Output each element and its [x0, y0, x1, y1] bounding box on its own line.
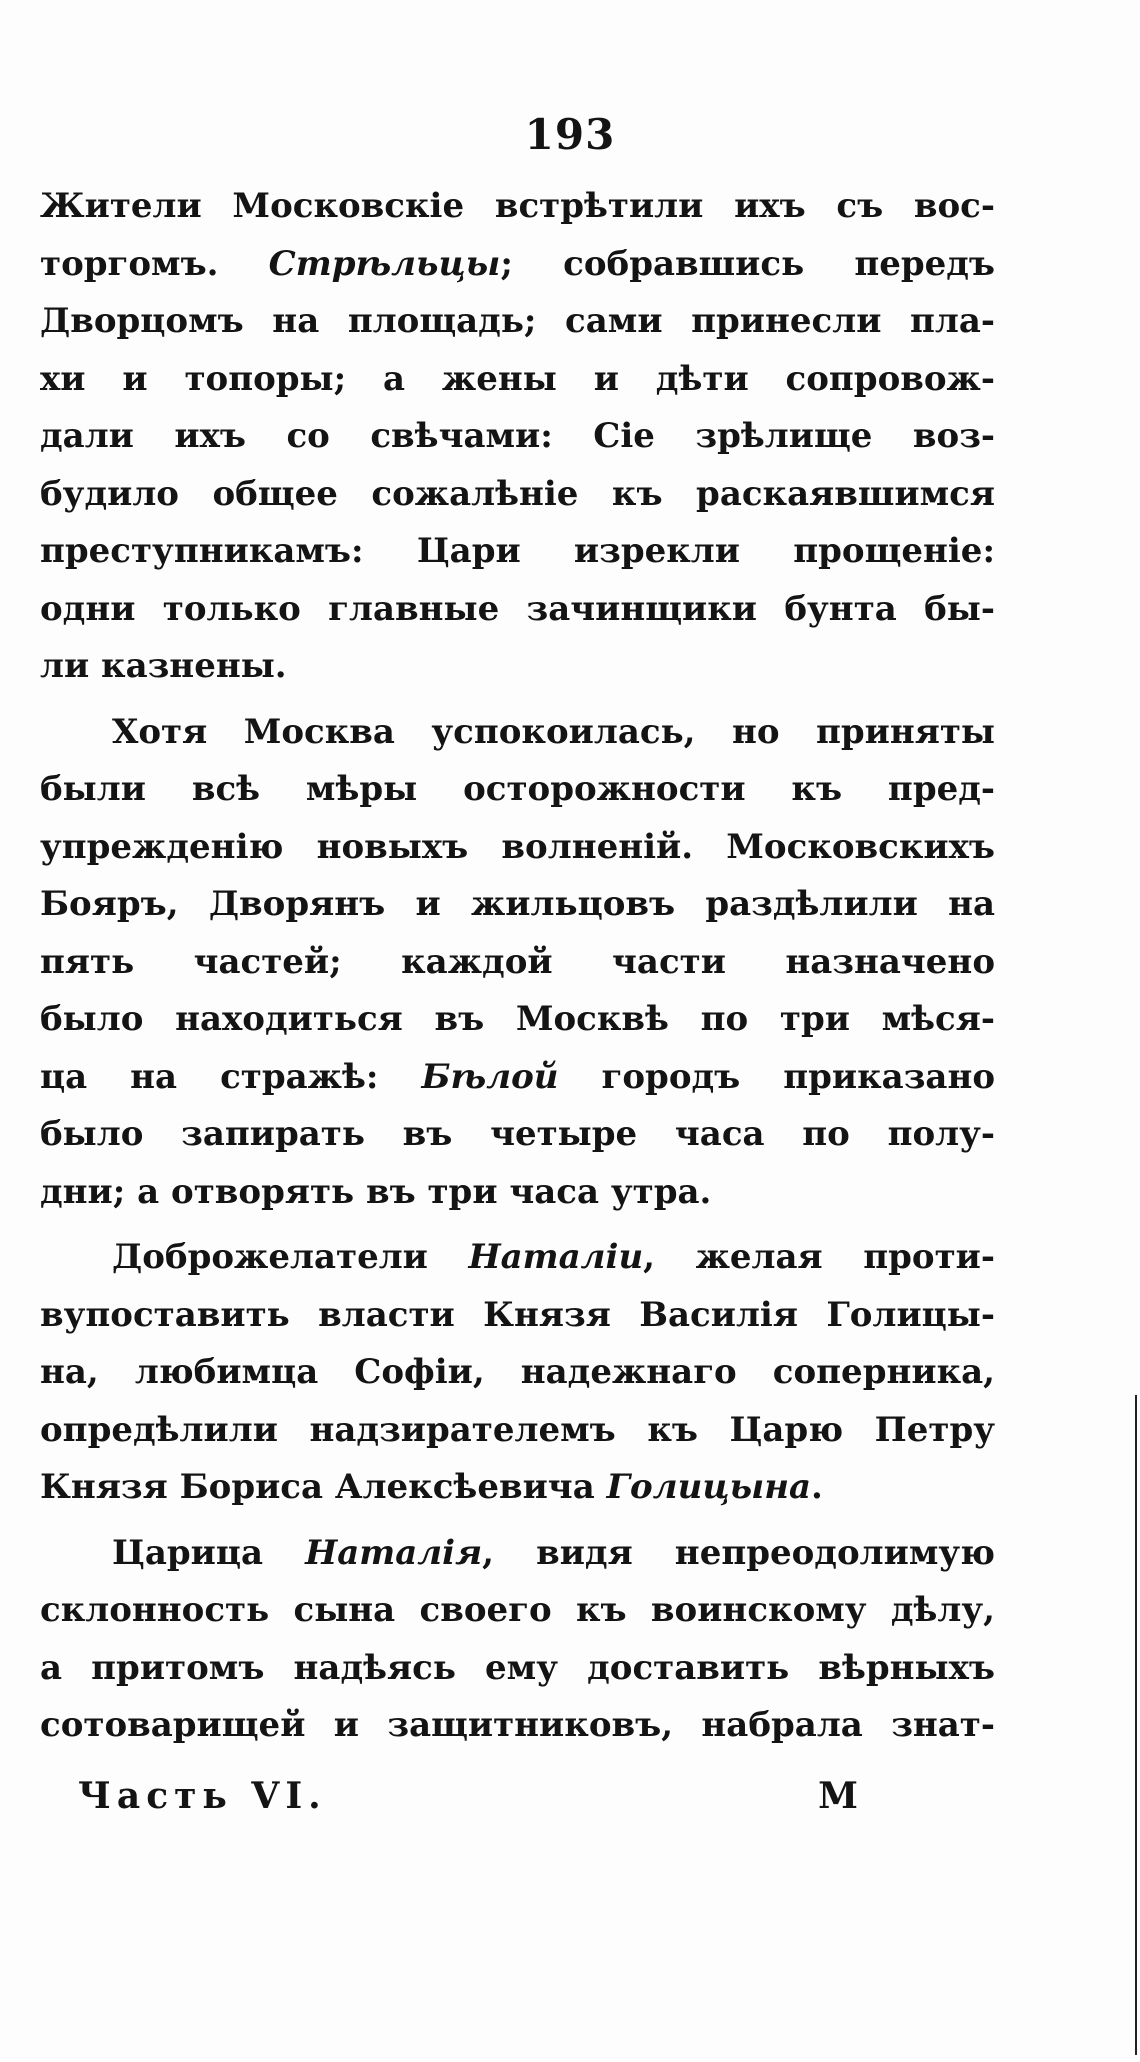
text-line: [40, 1049, 995, 1107]
page-number: 193: [524, 110, 616, 159]
text-fragment: ца на стражѣ:: [40, 1056, 422, 1097]
text-line: сотоварищей и защитниковъ, набрала знат-: [40, 1705, 995, 1745]
text-line: а притомъ надѣясь ему доставить вѣрныхъ: [40, 1647, 995, 1688]
text-line: будило общее сожалѣніе къ раскаявшимся: [40, 473, 995, 514]
text-line: вупоставить власти Князя Василія Голицы-: [40, 1294, 995, 1335]
text-line: склонность сына своего къ воинскому дѣлу,: [40, 1590, 995, 1630]
gathering-signature: М: [818, 1775, 858, 1817]
volume-signature: Часть VI.: [78, 1775, 327, 1817]
text-line: было запирать въ четыре часа по полу-: [40, 1114, 995, 1154]
text-line: ли казнены.: [40, 646, 287, 686]
text-fragment: .: [811, 1467, 823, 1507]
text-line: были всѣ мѣры осторожности къ пред-: [40, 769, 995, 809]
text-fragment: Доброжелатели: [112, 1237, 469, 1277]
italic-name: Бѣлой: [421, 1056, 559, 1097]
text-line: было находиться въ Москвѣ по три мѣся-: [40, 999, 995, 1039]
text-line: Дворцомъ на площадь; сами принесли пла-: [40, 301, 995, 341]
text-fragment: Князя Бориса Алексѣевича: [40, 1467, 607, 1507]
text-line: [40, 1459, 995, 1517]
italic-name: Голицына: [606, 1467, 812, 1507]
text-fragment: Царица: [112, 1532, 306, 1573]
text-line: опредѣлили надзирателемъ къ Царю Петру: [40, 1409, 995, 1450]
text-line: Бояръ, Дворянъ и жильцовъ раздѣлили на: [40, 884, 995, 924]
text-line: одни только главные зачинщики бунта бы-: [40, 588, 995, 629]
text-line: на, любимца Софіи, надежнаго соперника,: [40, 1352, 995, 1392]
text-line: хи и топоры; а жены и дѣти сопровож-: [40, 358, 995, 399]
text-line: Жители Московскіе встрѣтили ихъ съ вос-: [40, 186, 995, 226]
text-fragment: ; собравшись передъ: [500, 243, 995, 284]
italic-name: Наталія: [305, 1532, 483, 1573]
text-line: [40, 1525, 995, 1583]
text-line: [40, 1229, 995, 1287]
text-line: [40, 236, 995, 294]
text-line: упрежденію новыхъ волненій. Московскихъ: [40, 826, 995, 867]
italic-name: Стрѣльцы: [268, 243, 501, 284]
italic-name: Наталіи: [468, 1237, 644, 1277]
body-text: [40, 178, 995, 1755]
page-edge-line: [1135, 1395, 1137, 2055]
text-fragment: , видя непреодолимую: [482, 1532, 995, 1573]
text-line: дали ихъ со свѣчами: Сіе зрѣлище воз-: [40, 416, 995, 456]
text-fragment: , желая проти-: [643, 1237, 995, 1277]
text-line: Хотя Москва успокоилась, но приняты: [112, 711, 995, 752]
text-fragment: торгомъ.: [40, 243, 269, 284]
text-line: пять частей; каждой части назначено: [40, 941, 995, 982]
text-line: дни; а отворять въ три часа утра.: [40, 1171, 712, 1212]
page-footer: [78, 1775, 858, 1835]
text-line: преступникамъ: Цари изрекли прощеніе:: [40, 531, 995, 571]
text-fragment: городъ приказано: [558, 1056, 995, 1097]
